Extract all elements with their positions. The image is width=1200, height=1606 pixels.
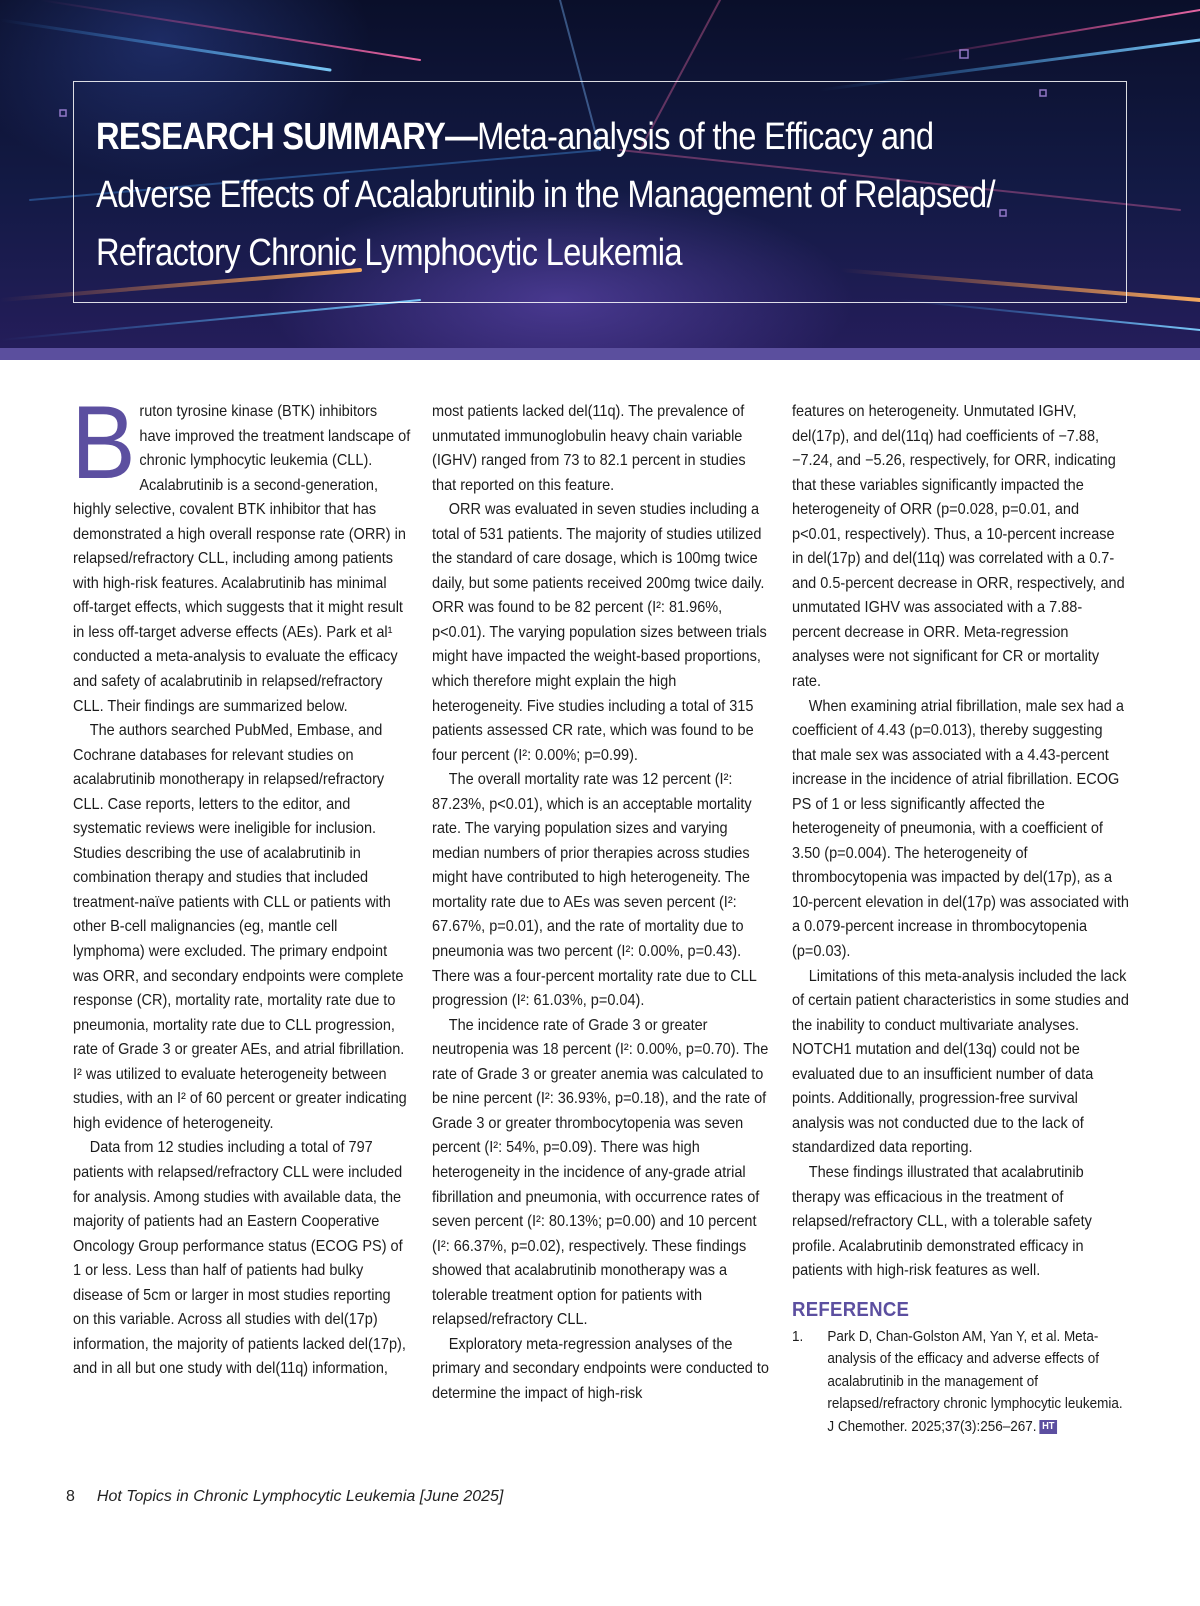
banner-accent-stripe: [0, 348, 1200, 360]
reference-heading: REFERENCE: [792, 1298, 910, 1321]
drop-cap: B: [71, 385, 136, 501]
paragraph-meta-regression: Exploratory meta-regression analyses of the primary and secondary endpoints were conducted to determine the impact of high-risk: [432, 1335, 769, 1402]
paragraph-limitations: Limitations of this meta-analysis included the lack of certain patient characteristics in some studies and the inability to conduct multivariate analyses. NOTCH1 mutation and del(13q) could not be evaluated due to an insufficient number of data points. Additionally, progression-free survival analysis was not conducted due to the lack of standardized data reporting.: [792, 967, 1129, 1157]
reference-text: Park D, Chan-Golston AM, Yan Y, et al. Meta-analysis of the efficacy and adverse effects of acalabrutinib in the management of relapsed/refractory chronic lymphocytic leukemia. J Chemother. 2025;37(3):256–267. HT: [827, 1328, 1123, 1435]
paragraph-mortality: The overall mortality rate was 12 percent (I²: 87.23%, p<0.01), which is an acceptable mortality rate. The varying population sizes and varying median numbers of prior therapies across studies might have contributed to high heterogeneity. The mortality rate due to AEs was seven percent (I²: 67.67%, p=0.01), and the rate of mortality due to pneumonia was two percent (I²: 0.00%, p=0.43). There was a four-percent mortality rate due to CLL progression (I²: 61.03%, p=0.04).: [432, 771, 757, 1010]
reference-item: [792, 1326, 1130, 1439]
paragraph-atrial-fibrillation: When examining atrial fibrillation, male sex had a coefficient of 4.43 (p=0.013), thereby suggesting that male sex was associated with a 4.43-percent increase in the incidence of atrial fibrillation. ECOG PS of 1 or less significantly affected the heterogeneity of pneumonia, with a coefficient of 3.50 (p=0.004). The heterogeneity of thrombocytopenia was impacted by del(17p), as a 10-percent elevation in del(17p) was associated with a 0.079-percent increase in thrombocytopenia (p=0.03).: [792, 697, 1129, 961]
paragraph-continued: most patients lacked del(11q). The prevalence of unmutated immunoglobulin heavy chain variable (IGHV) ranged from 73 to 82.1 percent in studies that reported on this feature.: [432, 403, 746, 494]
publication-name: Hot Topics in Chronic Lymphocytic Leukemia [June 2025]: [96, 1488, 504, 1505]
header-banner: [0, 0, 1200, 348]
paragraph-orr: ORR was evaluated in seven studies including a total of 531 patients. The majority of studies utilized the standard of care dosage, which is 100mg twice daily, but some patients received 200mg twice daily. ORR was found to be 82 percent (I²: 81.96%, p<0.01). The varying population sizes between trials might have impacted the weight-based proportions, which therefore might explain the high heterogeneity. Five studies including a total of 315 patients assessed CR rate, which was found to be four percent (I²: 0.00%; p=0.99).: [432, 501, 767, 764]
paragraph-intro: Bruton tyrosine kinase (BTK) inhibitors have improved the treatment landscape of chronic lymphocytic leukemia (CLL). Acalabrutinib is a second-generation, highly selective, covalent BTK inhibitor that has demonstrated a high overall response rate (ORR) in relapsed/refractory CLL, including among patients with high-risk features. Acalabrutinib has minimal off-target effects, which suggests that it might result in less off-target adverse effects (AEs). Park et al¹ conducted a meta-analysis to evaluate the efficacy and safety of acalabrutinib in relapsed/refractory CLL. Their findings are summarized below.: [71, 385, 411, 715]
paragraph-heterogeneity: features on heterogeneity. Unmutated IGHV, del(17p), and del(11q) had coefficients of −7.88, −7.24, and −5.26, respectively, for ORR, indicating that these variables significantly impacted the heterogeneity of ORR (p=0.028, p=0.01, and p<0.01, respectively). Thus, a 10-percent increase in del(17p) and del(11q) was correlated with a 0.7- and 0.5-percent decrease in ORR, respectively, and unmutated IGHV was associated with a 7.88-percent decrease in ORR. Meta-regression analyses were not significant for CR or mortality rate.: [792, 403, 1125, 691]
article-column-3: [792, 400, 1130, 1438]
title-line-1: Meta-analysis of the Efficacy and: [477, 116, 934, 158]
page-title: [96, 108, 1111, 282]
article-column-2: [432, 400, 770, 1406]
page-footer: [66, 1488, 503, 1506]
article-column-1: [71, 385, 411, 1382]
title-box: [73, 81, 1127, 303]
title-label: RESEARCH SUMMARY—: [96, 116, 478, 158]
ht-logo-icon: HT: [1039, 1420, 1057, 1434]
paragraph-methods: The authors searched PubMed, Embase, and Cochrane databases for relevant studies on acalabrutinib monotherapy in relapsed/refractory CLL. Case reports, letters to the editor, and systematic reviews were ineligible for inclusion. Studies describing the use of acalabrutinib in combination therapy and studies that included treatment-naïve patients with CLL or patients with other B-cell malignancies (eg, mantle cell lymphoma) were excluded. The primary endpoint was ORR, and secondary endpoints were complete response (CR), mortality rate, mortality rate due to pneumonia, mortality rate due to CLL progression, rate of Grade 3 or greater AEs, and atrial fibrillation. I² was utilized to evaluate heterogeneity between studies, with an I² of 60 percent or greater indicating high evidence of heterogeneity.: [73, 722, 407, 1132]
paragraph-data: Data from 12 studies including a total of 797 patients with relapsed/refractory CLL were included for analysis. Among studies with available data, the majority of patients had an Eastern Cooperative Oncology Group performance status (ECOG PS) of 1 or less. Less than half of patients had bulky disease of 5cm or larger in most studies reporting on this variable. Across all studies with del(17p) information, the majority of patients lacked del(17p), and in all but one study with del(11q) information,: [73, 1139, 406, 1378]
paragraph-conclusion: These findings illustrated that acalabrutinib therapy was efficacious in the treatment of relapsed/refractory CLL, with a tolerable safety profile. Acalabrutinib demonstrated efficacy in patients with high-risk features as well.: [792, 1163, 1092, 1280]
page-number: 8: [66, 1488, 75, 1505]
reference-number: 1.: [792, 1328, 804, 1345]
title-line-2: Adverse Effects of Acalabrutinib in the Management of Relapsed/: [96, 174, 995, 216]
title-line-3: Refractory Chronic Lymphocytic Leukemia: [96, 232, 682, 274]
paragraph-adverse-events: The incidence rate of Grade 3 or greater neutropenia was 18 percent (I²: 0.00%, p=0.70). The rate of Grade 3 or greater anemia was calculated to be nine percent (I²: 36.93%, p=0.18), and the rate of Grade 3 or greater thrombocytopenia was seven percent (I²: 54%, p=0.09). There was high heterogeneity in the incidence of any-grade atrial fibrillation and pneumonia, with occurrence rates of seven percent (I²: 80.13%; p=0.00) and 10 percent (I²: 66.37%, p=0.02), respectively. These findings showed that acalabrutinib monotherapy was a tolerable treatment option for patients with relapsed/refractory CLL.: [432, 1016, 769, 1329]
